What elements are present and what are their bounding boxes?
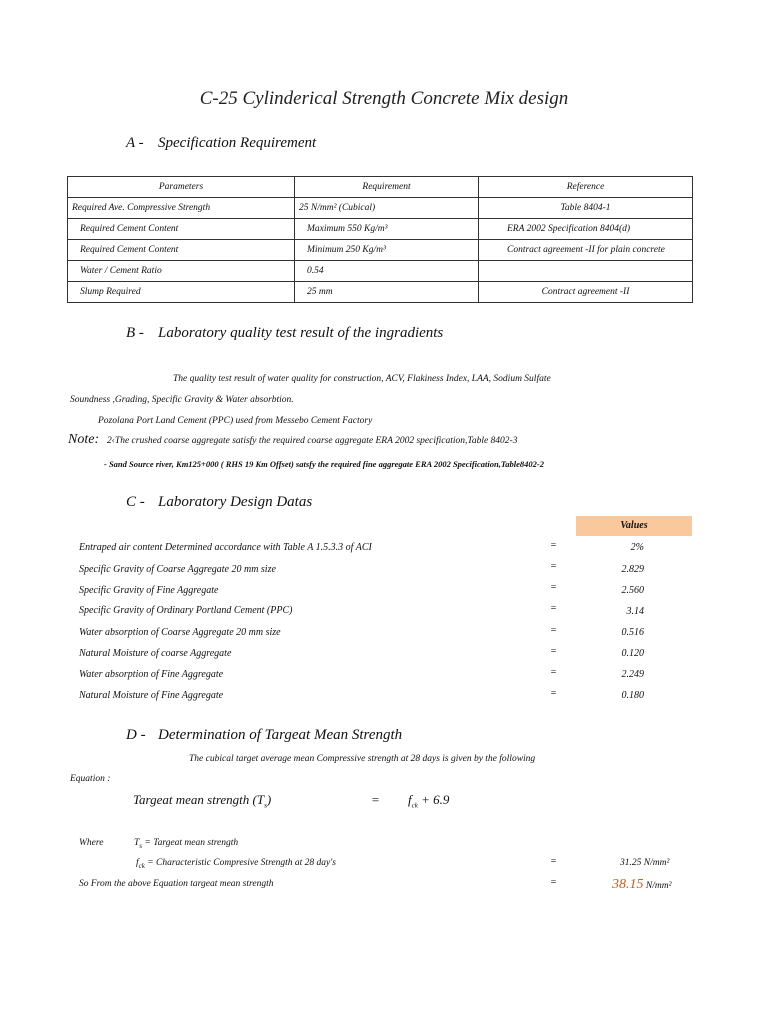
section-c-title: Laboratory Design Datas [158,494,313,510]
fck-unit: N/mm² [641,858,670,868]
table-row [68,261,693,282]
result-unit: N/mm² [643,881,672,891]
table-header-cell: Requirement [295,177,479,198]
table-cell: ERA 2002 Specification 8404(d) [479,219,693,240]
table-header-cell: Reference [479,177,693,198]
where-ts-text: = Targeat mean strength [142,838,239,848]
specification-table [67,176,693,303]
table-row [68,282,693,303]
fck-value [620,858,669,868]
section-a-number: A - [126,135,144,151]
formula-left [133,792,271,810]
equals-sign: = [550,856,557,867]
table-cell: Contract agreement -II for plain concrete [479,240,693,261]
b-text-line1: The quality test result of water quality for construction, ACV, Flakiness Index, LAA, Sodium Sulfate [173,374,551,384]
table-cell: 25 N/mm² (Cubical) [295,198,479,219]
values-header: Values [576,516,692,536]
design-data-label: Specific Gravity of Fine Aggregate [79,585,219,596]
table-cell: Table 8404-1 [479,198,693,219]
section-a-heading [126,135,316,152]
table-cell: 0.54 [295,261,479,282]
table-row [68,240,693,261]
table-cell: Slump Required [68,282,295,303]
design-data-label: Natural Moisture of coarse Aggregate [79,648,232,659]
formula-left-close: ) [266,792,272,807]
formula-left-subscript: s [264,801,267,810]
design-data-value: 2.560 [621,585,644,596]
d-text-line1: The cubical target average mean Compressive strength at 28 days is given by the following [189,754,536,764]
note-line1: 2‹The crushed coarse aggregate satisfy the required coarse aggregate ERA 2002 specification,Table 8402-3 [107,436,518,446]
table-cell: 25 mm [295,282,479,303]
equals-sign: = [550,646,557,657]
equals-sign: = [550,688,557,699]
design-data-value: 2% [630,542,644,553]
design-data-value: 2.829 [621,564,644,575]
design-data-label: Water absorption of Coarse Aggregate 20 mm size [79,627,281,638]
table-cell: Required Ave. Compressive Strength [68,198,295,219]
where-fck-subscript: ck [138,861,145,870]
table-cell: Required Cement Content [68,240,295,261]
page-title: C-25 Cylinderical Strength Concrete Mix design [199,88,569,109]
equals-sign: = [550,625,557,636]
section-d-title: Determination of Targeat Mean Strength [158,727,403,743]
section-b-heading [126,325,443,342]
design-data-label: Water absorption of Fine Aggregate [79,669,224,680]
where-label: Where [79,838,104,848]
section-b-title: Laboratory quality test result of the ingradients [158,325,444,341]
b-text-line2: Soundness ,Grading, Specific Gravity & Water absorbtion. [70,395,294,405]
equals-sign: = [550,667,557,678]
table-row [68,219,693,240]
design-data-value: 2.249 [621,669,644,680]
where-ts [134,838,238,850]
equals-sign: = [550,877,557,888]
table-cell: Maximum 550 Kg/m³ [295,219,479,240]
table-header-cell: Parameters [68,177,295,198]
table-cell [479,261,693,282]
equals-sign: = [550,603,557,614]
section-c-heading [126,494,312,511]
where-ts-symbol: T [134,838,140,848]
design-data-label: Specific Gravity of Coarse Aggregate 20 mm size [79,564,276,575]
equals-sign: = [550,540,557,551]
section-d-number: D - [126,727,146,743]
design-data-value: 0.516 [621,627,644,638]
where-fck [136,858,336,870]
design-data-value: 3.14 [626,606,644,617]
section-a-title: Specification Requirement [158,135,317,151]
where-fck-symbol: f [136,858,139,868]
design-data-label: Natural Moisture of Fine Aggregate [79,690,224,701]
formula-fck-subscript: ck [411,801,418,810]
fck-number: 31.25 [620,858,642,868]
design-data-value: 0.120 [621,648,644,659]
note-label: Note: [68,432,100,447]
table-cell: Minimum 250 Kg/m³ [295,240,479,261]
design-data-label: Entraped air content Determined accordance with Table A 1.5.3.3 of ACI [79,542,372,553]
table-header-row [68,177,693,198]
note-line2: - Sand Source river, Km125+000 ( RHS 19 Km Offset) satsfy the required fine aggregate ERA 2002 Specification,Table8402-2 [104,459,544,469]
design-data-label: Specific Gravity of Ordinary Portland Cement (PPC) [79,605,293,616]
section-c-number: C - [126,494,145,510]
b-text-line3: Pozolana Port Land Cement (PPC) used from Messebo Cement Factory [98,416,373,426]
where-fck-text: = Characteristic Compresive Strength at 28 day's [144,858,336,868]
table-cell: Contract agreement -II [479,282,693,303]
formula-rest: + 6.9 [417,792,450,807]
table-row [68,198,693,219]
formula-equals: = [371,792,380,807]
result-number: 38.15 [612,877,644,892]
section-b-number: B - [126,325,144,341]
equation-label: Equation : [70,774,111,784]
result-value [612,875,671,893]
formula-left-text: Targeat mean strength (T [133,792,265,807]
equals-sign: = [550,582,557,593]
design-data-value: 0.180 [621,690,644,701]
where-ts-subscript: s [139,841,143,850]
formula-fck: f [408,792,412,807]
section-d-heading [126,727,402,744]
equals-sign: = [550,561,557,572]
formula-right [408,792,449,810]
result-label: So From the above Equation targeat mean strength [79,879,274,889]
table-cell: Water / Cement Ratio [68,261,295,282]
table-cell: Required Cement Content [68,219,295,240]
